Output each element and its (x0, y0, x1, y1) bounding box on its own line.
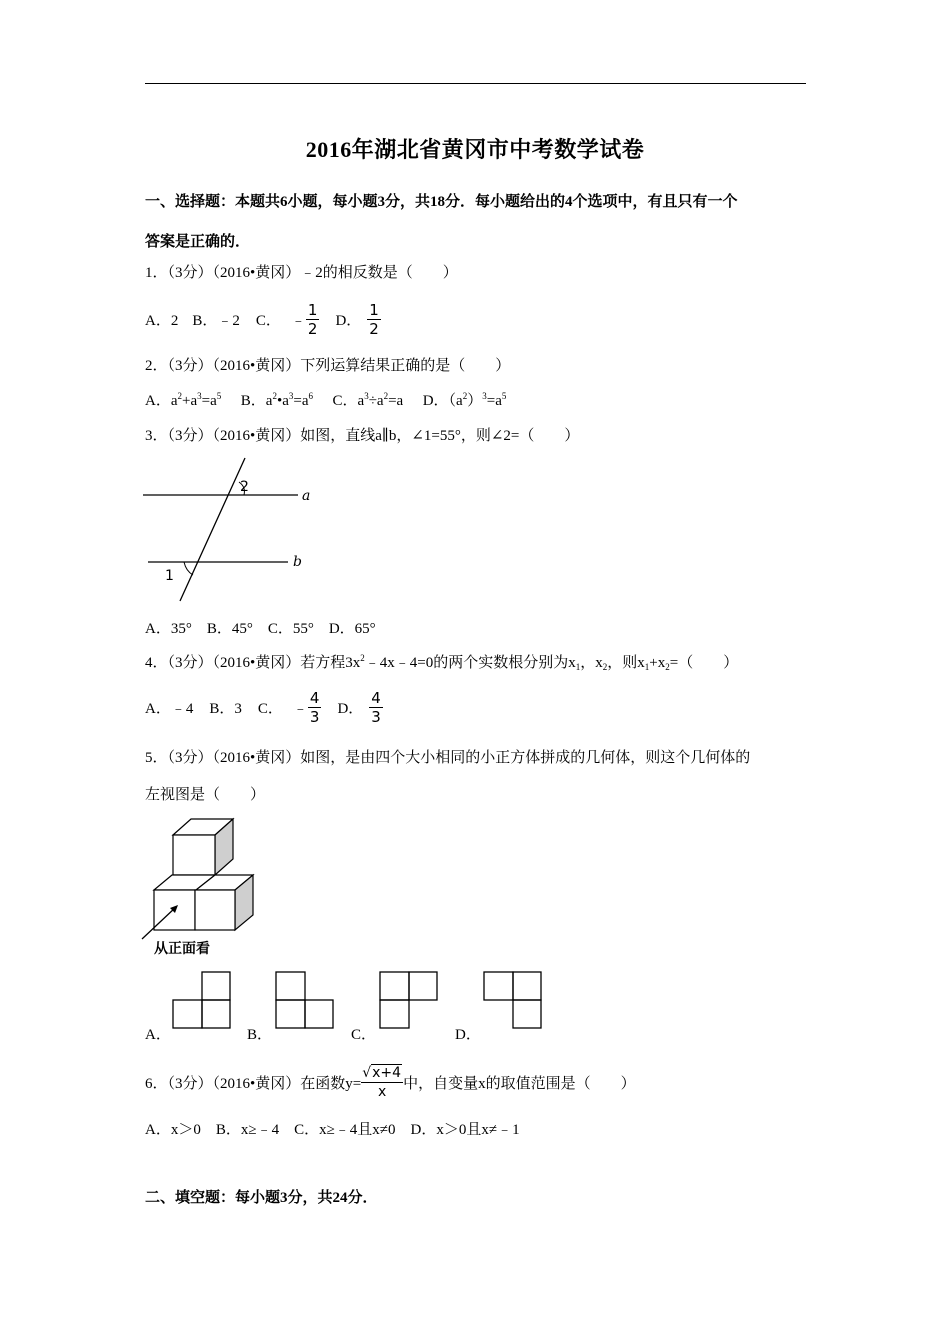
q3-stem: 3．（3分）（2016•黄冈）如图，直线a∥b，∠1=55°，则∠2=（ ） (145, 428, 580, 444)
q2-option-a-expr: $a^2+a^3=a^5$ (170, 391, 222, 409)
page-title: 2016年湖北省黄冈市中考数学试卷 (305, 137, 645, 162)
top-cube-front-face (173, 835, 215, 875)
q2-option-b-label: B． (240, 393, 266, 409)
q1-option-c-fraction: $\frac{1}{2}$ (307, 300, 318, 338)
angle-1-arc (184, 562, 193, 575)
q5-option-b-figure (275, 971, 335, 1031)
q6-options: A．x＞0 B．x≥﹣4 C．x≥﹣4且x≠0 D．x＞0且x≠﹣1 (145, 1122, 520, 1138)
q4-option-c-sign: ﹣ (292, 700, 308, 717)
section1-heading-line2: 答案是正确的． (145, 234, 251, 250)
q2-option-b-expr: $a^2•a^3=a^6$ (265, 391, 313, 409)
fig-label-a: a (302, 488, 311, 504)
q1-stem: 1．（3分）（2016•黄冈）﹣2的相反数是（ ） (145, 265, 458, 281)
q5-option-d-figure (483, 971, 543, 1031)
q5-option-d-label: D． (455, 1027, 481, 1043)
q5-stem-line2: 左视图是（ ） (145, 787, 266, 803)
q4-option-d-label: D． (337, 700, 364, 717)
q6-function-fraction: $\frac{√x+4}{x}$ (362, 1064, 402, 1100)
q2-options (145, 389, 506, 410)
q1-option-d-label: D． (335, 312, 362, 329)
q2-option-a-label: A． (145, 393, 171, 409)
q2-option-c-expr: $a^3\div a^2=a$ (357, 391, 404, 409)
q5-option-a-label: A． (145, 1027, 171, 1043)
q2-option-c-label: C． (332, 393, 358, 409)
q5-fig-caption: 从正面看 (154, 941, 210, 957)
bottom-right-cube-front-face (195, 890, 235, 930)
q3-options: A．35° B．45° C．55° D．65° (145, 621, 376, 637)
q4-option-b: B．3 (209, 700, 242, 717)
q2-option-d-expr: $(a^2)^3=a^5$ (448, 391, 507, 409)
q1-option-c-sign: ﹣ (290, 312, 306, 329)
transversal (180, 458, 245, 601)
section2-heading: 二、填空题：每小题3分，共24分． (145, 1190, 378, 1206)
q1-option-a: A．2 (145, 312, 179, 329)
q4-option-c-label: C． (257, 700, 283, 717)
q3-figure-parallel-lines (140, 455, 330, 605)
q5-option-c-label: C． (351, 1027, 377, 1043)
fig-label-1: 1 (165, 568, 174, 584)
fig-label-b: b (293, 554, 302, 570)
q4-option-d-fraction: $\frac{4}{3}$ (371, 688, 381, 726)
q5-option-a-figure (172, 971, 232, 1031)
q1-option-d-fraction: $\frac{1}{2}$ (369, 300, 379, 338)
header-rule (145, 83, 806, 84)
q4-options (145, 688, 383, 726)
q5-option-b-label: B． (247, 1027, 273, 1043)
q4-option-c-fraction: $\frac{4}{3}$ (309, 688, 320, 726)
q2-option-d-label: D． (422, 393, 449, 409)
q1-option-c-label: C． (255, 312, 281, 329)
section1-heading-line1: 一、选择题：本题共6小题，每小题3分，共18分．每小题给出的4个选项中，有且只有一个 (145, 194, 738, 210)
q1-options (145, 300, 381, 338)
fig-label-2: 2 (240, 479, 249, 495)
q2-stem: 2．（3分）（2016•黄冈）下列运算结果正确的是（ ） (145, 358, 511, 374)
q4-stem: 4．（3分）（2016•黄冈）若方程$3x^2﹣4x﹣4=0$的两个实数根分别为$x_1$，$x_2$，则$x_1+x_2=$（ ） (145, 653, 739, 672)
q5-stem-line1: 5．（3分）（2016•黄冈）如图，是由四个大小相同的小正方体拼成的几何体，则这个几何体的 (145, 750, 751, 766)
q4-option-a: A．﹣4 (145, 700, 194, 717)
q1-option-b: B．﹣2 (192, 312, 240, 329)
q5-option-c-figure (379, 971, 439, 1031)
q5-figure-cubes (140, 815, 270, 960)
q6-stem: 6．（3分）（2016•黄冈）在函数y= $\frac{√x+4}{x}$ 中，自变量x的取值范围是（ ） (145, 1064, 636, 1100)
